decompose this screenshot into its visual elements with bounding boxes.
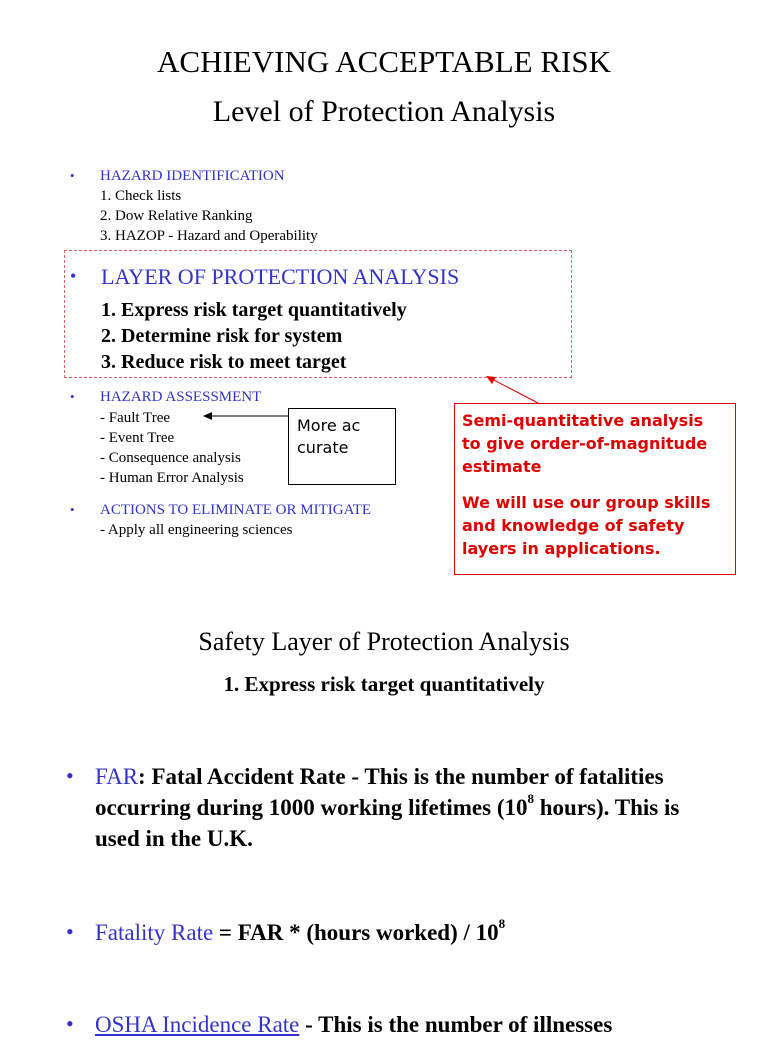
- list-item: - Fault Tree: [100, 410, 171, 426]
- callout-paragraph: Semi-quantitative analysis to give order-of-magnitude estimate: [462, 411, 708, 476]
- osha-term: OSHA Incidence Rate: [95, 1012, 300, 1037]
- list-item: 3. Reduce risk to meet target: [101, 351, 347, 373]
- slide-subtitle: Level of Protection Analysis: [212, 95, 556, 128]
- arrow-head-icon: [203, 412, 212, 420]
- list-item: 2. Dow Relative Ranking: [100, 208, 253, 224]
- bullet-icon: •: [70, 502, 75, 517]
- far-text: : Fatal Accident Rate - This is the number of fatalities occurring during 1000 working lifetimes (10: [95, 764, 664, 820]
- bullet-icon: •: [66, 1011, 74, 1036]
- slide-subtitle: 1. Express risk target quantitatively: [223, 672, 545, 696]
- fatality-rate-definition: [95, 917, 505, 948]
- osha-definition: [95, 1009, 612, 1040]
- far-text-end: hours). This is used in the U.K.: [95, 795, 680, 851]
- slide-title: ACHIEVING ACCEPTABLE RISK: [157, 44, 611, 79]
- osha-text: - This is the number of illnesses: [299, 1012, 613, 1037]
- lopa-heading: LAYER OF PROTECTION ANALYSIS: [101, 264, 460, 289]
- more-accurate-text: More accurate: [297, 416, 361, 457]
- list-item: - Apply all engineering sciences: [100, 522, 293, 538]
- far-exponent: 8: [527, 791, 534, 806]
- fatality-exponent: 8: [498, 916, 506, 931]
- slide-title: Safety Layer of Protection Analysis: [198, 627, 570, 656]
- bullet-icon: •: [70, 266, 77, 286]
- callout-box: [454, 403, 736, 575]
- list-item: - Event Tree: [100, 430, 175, 446]
- bullet-icon: •: [66, 763, 74, 788]
- list-item: - Human Error Analysis: [100, 470, 244, 486]
- list-item: 2. Determine risk for system: [101, 325, 343, 347]
- list-item: 3. HAZOP - Hazard and Operability: [100, 228, 318, 244]
- list-item: 1. Check lists: [100, 188, 182, 204]
- actions-heading: ACTIONS TO ELIMINATE OR MITIGATE: [100, 502, 372, 518]
- callout-paragraph: We will use our group skills and knowledge of safety layers in applications.: [462, 493, 711, 558]
- bullet-icon: •: [70, 389, 75, 404]
- list-item: - Consequence analysis: [100, 450, 241, 466]
- far-definition: [95, 761, 695, 854]
- hazard-assessment-heading: HAZARD ASSESSMENT: [100, 389, 262, 405]
- far-term: FAR: [95, 764, 139, 789]
- fatality-term: Fatality Rate: [95, 920, 214, 945]
- bullet-icon: •: [70, 168, 75, 183]
- hazard-identification-heading: HAZARD IDENTIFICATION: [100, 168, 285, 184]
- fatality-text: = FAR * (hours worked) / 10: [213, 920, 499, 945]
- arrow-line: [490, 378, 538, 403]
- list-item: 1. Express risk target quantitatively: [101, 299, 407, 321]
- bullet-icon: •: [66, 919, 74, 944]
- more-accurate-box: [288, 408, 396, 485]
